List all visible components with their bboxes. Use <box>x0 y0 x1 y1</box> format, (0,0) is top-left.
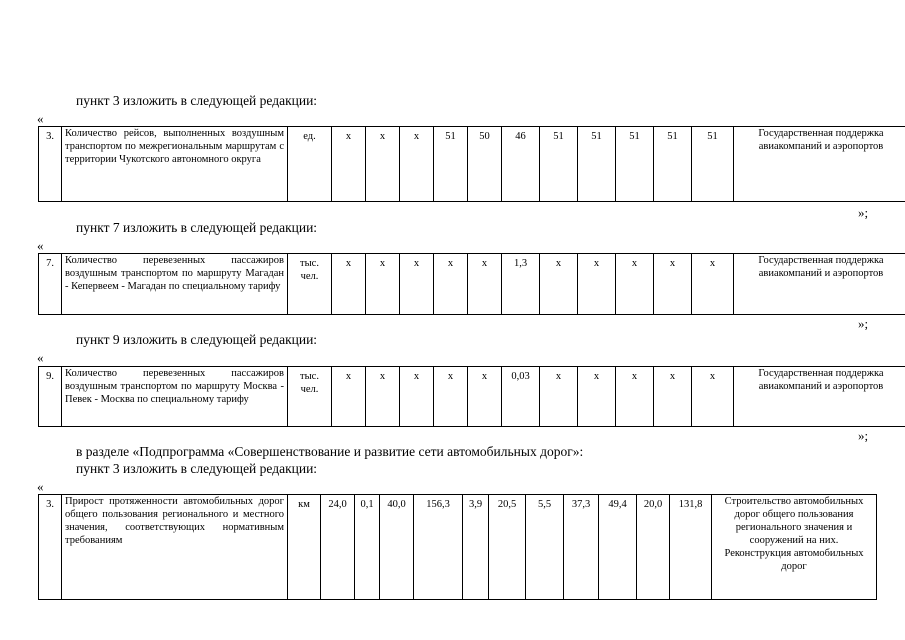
value-cell: х <box>366 254 400 315</box>
value-cell: х <box>654 254 692 315</box>
value-cell: 51 <box>578 127 616 202</box>
row-number: 3. <box>39 127 62 202</box>
block-4-heading: пункт 3 изложить в следующей редакции: <box>76 461 318 476</box>
value-cell: х <box>616 254 654 315</box>
row-number: 9. <box>39 367 62 427</box>
block-4-table <box>38 494 877 600</box>
row-number: 3. <box>39 495 62 600</box>
unit-cell: тыс. чел. <box>288 254 332 315</box>
value-cell: х <box>400 254 434 315</box>
value-cell: 0,03 <box>502 367 540 427</box>
block-1-open-quote: « <box>37 111 44 126</box>
value-cell: 46 <box>502 127 540 202</box>
table-row <box>39 367 905 427</box>
value-cell: х <box>654 367 692 427</box>
measure-cell: Государственная поддержка авиакомпаний и аэропортов <box>734 254 905 315</box>
block-3-table <box>38 366 905 427</box>
block-2-close-quote: »; <box>858 316 869 331</box>
table-row <box>39 127 905 202</box>
block-3-close-quote: »; <box>858 428 869 443</box>
value-cell: 156,3 <box>414 495 463 600</box>
indicator-name: Количество перевезенных пассажиров воздушным транспортом по маршруту Москва - Певек - Москва по специальному тарифу <box>62 367 288 427</box>
value-cell: 51 <box>692 127 734 202</box>
value-cell: х <box>578 367 616 427</box>
value-cell: 3,9 <box>463 495 489 600</box>
value-cell: 1,3 <box>502 254 540 315</box>
block-2-open-quote: « <box>37 238 44 253</box>
value-cell: 131,8 <box>670 495 712 600</box>
section-heading: в разделе «Подпрограмма «Совершенствование и развитие сети автомобильных дорог»: <box>76 444 584 459</box>
block-1-heading: пункт 3 изложить в следующей редакции: <box>76 93 318 108</box>
indicator-name: Прирост протяженности автомобильных дорог общего пользования регионального и местного значения, соответствующих нормативным требованиям <box>62 495 288 600</box>
table-row <box>39 254 905 315</box>
block-1-close-quote: »; <box>858 205 869 220</box>
value-cell: х <box>578 254 616 315</box>
row-number: 7. <box>39 254 62 315</box>
value-cell: 51 <box>434 127 468 202</box>
value-cell: х <box>332 254 366 315</box>
value-cell: х <box>692 367 734 427</box>
value-cell: х <box>468 367 502 427</box>
value-cell: х <box>400 127 434 202</box>
unit-cell: км <box>288 495 321 600</box>
block-3-heading: пункт 9 изложить в следующей редакции: <box>76 332 318 347</box>
value-cell: 40,0 <box>380 495 414 600</box>
value-cell: х <box>540 254 578 315</box>
indicator-name: Количество перевезенных пассажиров воздушным транспортом по маршруту Магадан - Кепервеем - Магадан по специальному тарифу <box>62 254 288 315</box>
value-cell: х <box>468 254 502 315</box>
block-3-open-quote: « <box>37 350 44 365</box>
indicator-name: Количество рейсов, выполненных воздушным транспортом по межрегиональным маршрутам с территории Чукотского автономного округа <box>62 127 288 202</box>
value-cell: х <box>400 367 434 427</box>
measure-cell: Строительство автомобильных дорог общего пользования регионального значения и сооружений на них. Реконструкция автомобильных дорог <box>712 495 877 600</box>
value-cell: 20,5 <box>489 495 526 600</box>
value-cell: 49,4 <box>599 495 637 600</box>
table-row <box>39 495 877 600</box>
block-2-table <box>38 253 905 315</box>
value-cell: 51 <box>616 127 654 202</box>
value-cell: 50 <box>468 127 502 202</box>
measure-cell: Государственная поддержка авиакомпаний и аэропортов <box>734 367 905 427</box>
value-cell: 37,3 <box>564 495 599 600</box>
value-cell: х <box>434 254 468 315</box>
value-cell: 51 <box>540 127 578 202</box>
value-cell: х <box>366 367 400 427</box>
value-cell: 51 <box>654 127 692 202</box>
value-cell: 5,5 <box>526 495 564 600</box>
unit-cell: тыс. чел. <box>288 367 332 427</box>
value-cell: 20,0 <box>637 495 670 600</box>
value-cell: х <box>434 367 468 427</box>
block-1-table <box>38 126 905 202</box>
block-2-heading: пункт 7 изложить в следующей редакции: <box>76 220 318 235</box>
block-4-open-quote: « <box>37 479 44 494</box>
unit-cell: ед. <box>288 127 332 202</box>
value-cell: х <box>366 127 400 202</box>
value-cell: 24,0 <box>321 495 355 600</box>
measure-cell: Государственная поддержка авиакомпаний и аэропортов <box>734 127 905 202</box>
value-cell: х <box>332 367 366 427</box>
value-cell: х <box>616 367 654 427</box>
value-cell: х <box>332 127 366 202</box>
value-cell: 0,1 <box>355 495 380 600</box>
value-cell: х <box>540 367 578 427</box>
value-cell: х <box>692 254 734 315</box>
